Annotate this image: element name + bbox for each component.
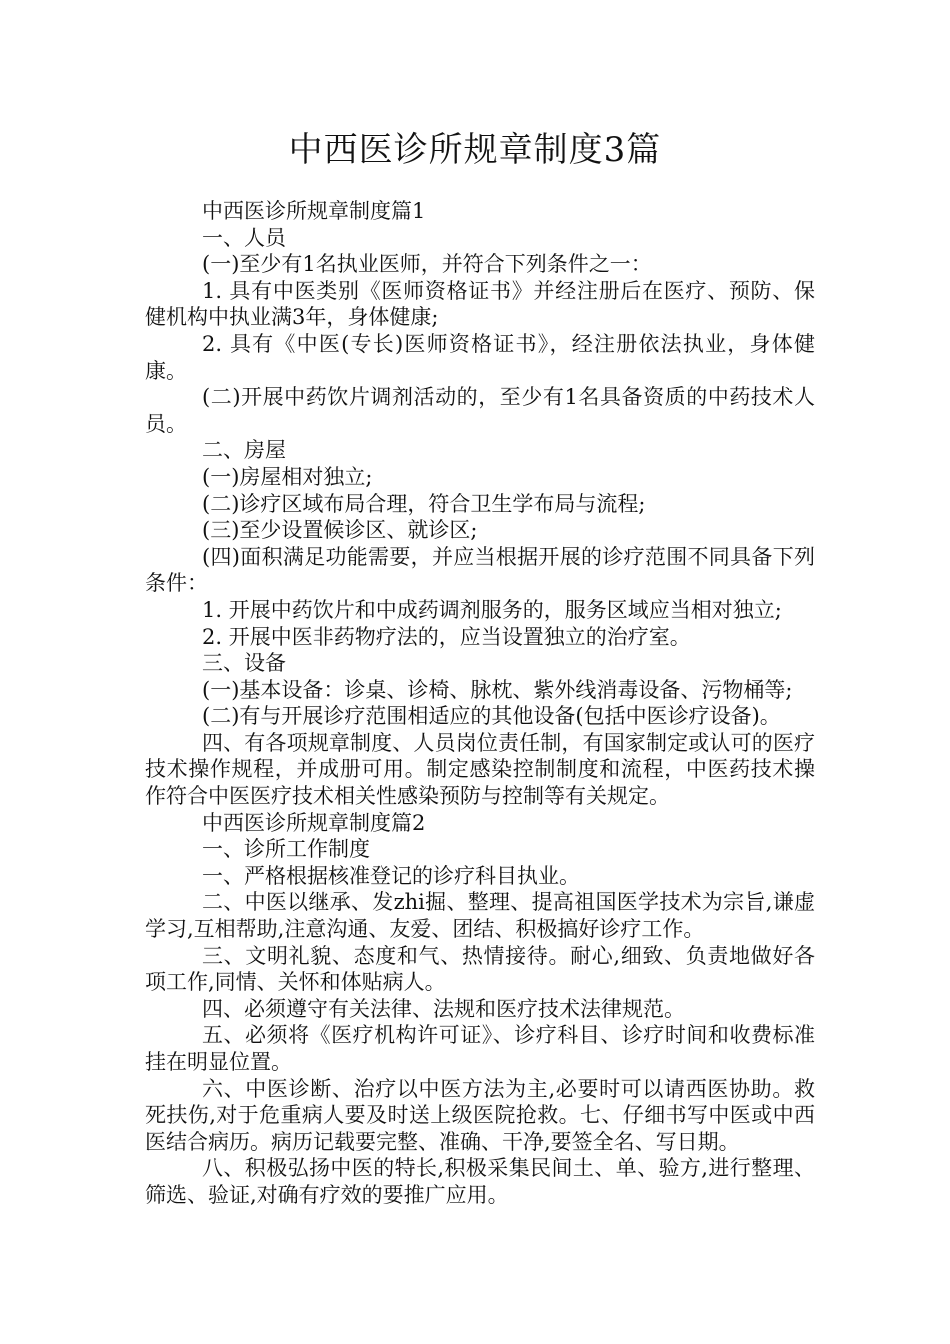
document-title: 中西医诊所规章制度3篇 bbox=[288, 130, 662, 170]
paragraph: (四)面积满足功能需要，并应当根据开展的诊疗范围不同具备下列条件： bbox=[145, 544, 815, 596]
section-heading-clinic-rules: 一、诊所工作制度 bbox=[202, 837, 370, 862]
paragraph: 五、必须将《医疗机构许可证》、诊疗科目、诊疗时间和收费标准挂在明显位置。 bbox=[145, 1023, 815, 1074]
paragraph: (二)有与开展诊疗范围相适应的其他设备(包括中医诊疗设备)。 bbox=[202, 704, 781, 729]
paragraph: 二、中医以继承、发zhi掘、整理、提高祖国医学技术为宗旨,谦虚学习,互相帮助,注意沟通、友爱、团结、积极搞好诊疗工作。 bbox=[145, 890, 815, 942]
paragraph: 1. 开展中药饮片和中成药调剂服务的，服务区域应当相对独立; bbox=[202, 597, 782, 622]
paragraph: 八、积极弘扬中医的特长,积极采集民间土、单、验方,进行整理、筛选、验证,对确有疗效的要推广应用。 bbox=[145, 1156, 815, 1207]
paragraph: (三)至少设置候诊区、就诊区; bbox=[202, 518, 478, 543]
paragraph: (二)诊疗区域布局合理，符合卫生学布局与流程; bbox=[202, 491, 646, 516]
paragraph: (一)至少有1名执业医师，并符合下列条件之一： bbox=[202, 252, 652, 277]
paragraph: 四、必须遵守有关法律、法规和医疗技术法律规范。 bbox=[202, 996, 685, 1021]
paragraph: 三、文明礼貌、态度和气、热情接待。耐心,细致、负责地做好各项工作,同情、关怀和体贴病人。 bbox=[145, 943, 815, 995]
paragraph: 六、中医诊断、治疗以中医方法为主,必要时可以请西医协助。救死扶伤,对于危重病人要及时送上级医院抢救。七、仔细书写中医或中西医结合病历。病历记载要完整、准确、干净,要签全名、写日期。 bbox=[145, 1076, 815, 1154]
heading-article-2: 中西医诊所规章制度篇2 bbox=[202, 810, 426, 835]
document-body bbox=[145, 198, 815, 1209]
heading-article-1: 中西医诊所规章制度篇1 bbox=[202, 199, 426, 223]
paragraph: 1. 具有中医类别《医师资格证书》并经注册后在医疗、预防、保健机构中执业满3年，身体健康; bbox=[145, 278, 815, 330]
section-heading-equipment: 三、设备 bbox=[202, 651, 286, 676]
paragraph: (一)基本设备：诊桌、诊椅、脉枕、紫外线消毒设备、污物桶等; bbox=[202, 677, 793, 702]
paragraph: (一)房屋相对独立; bbox=[202, 464, 373, 489]
section-heading-housing: 二、房屋 bbox=[202, 438, 286, 463]
paragraph: 四、有各项规章制度、人员岗位责任制，有国家制定或认可的医疗技术操作规程，并成册可用。制定感染控制制度和流程，中医药技术操作符合中医医疗技术相关性感染预防与控制等有关规定。 bbox=[145, 730, 815, 809]
paragraph: 2. 具有《中医(专长)医师资格证书》，经注册依法执业，身体健康。 bbox=[145, 331, 815, 383]
paragraph: (二)开展中药饮片调剂活动的，至少有1名具备资质的中药技术人员。 bbox=[145, 385, 815, 436]
paragraph: 2. 开展中医非药物疗法的，应当设置独立的治疗室。 bbox=[202, 624, 691, 649]
paragraph: 一、严格根据核准登记的诊疗科目执业。 bbox=[202, 863, 580, 888]
section-heading-personnel: 一、人员 bbox=[202, 225, 286, 250]
